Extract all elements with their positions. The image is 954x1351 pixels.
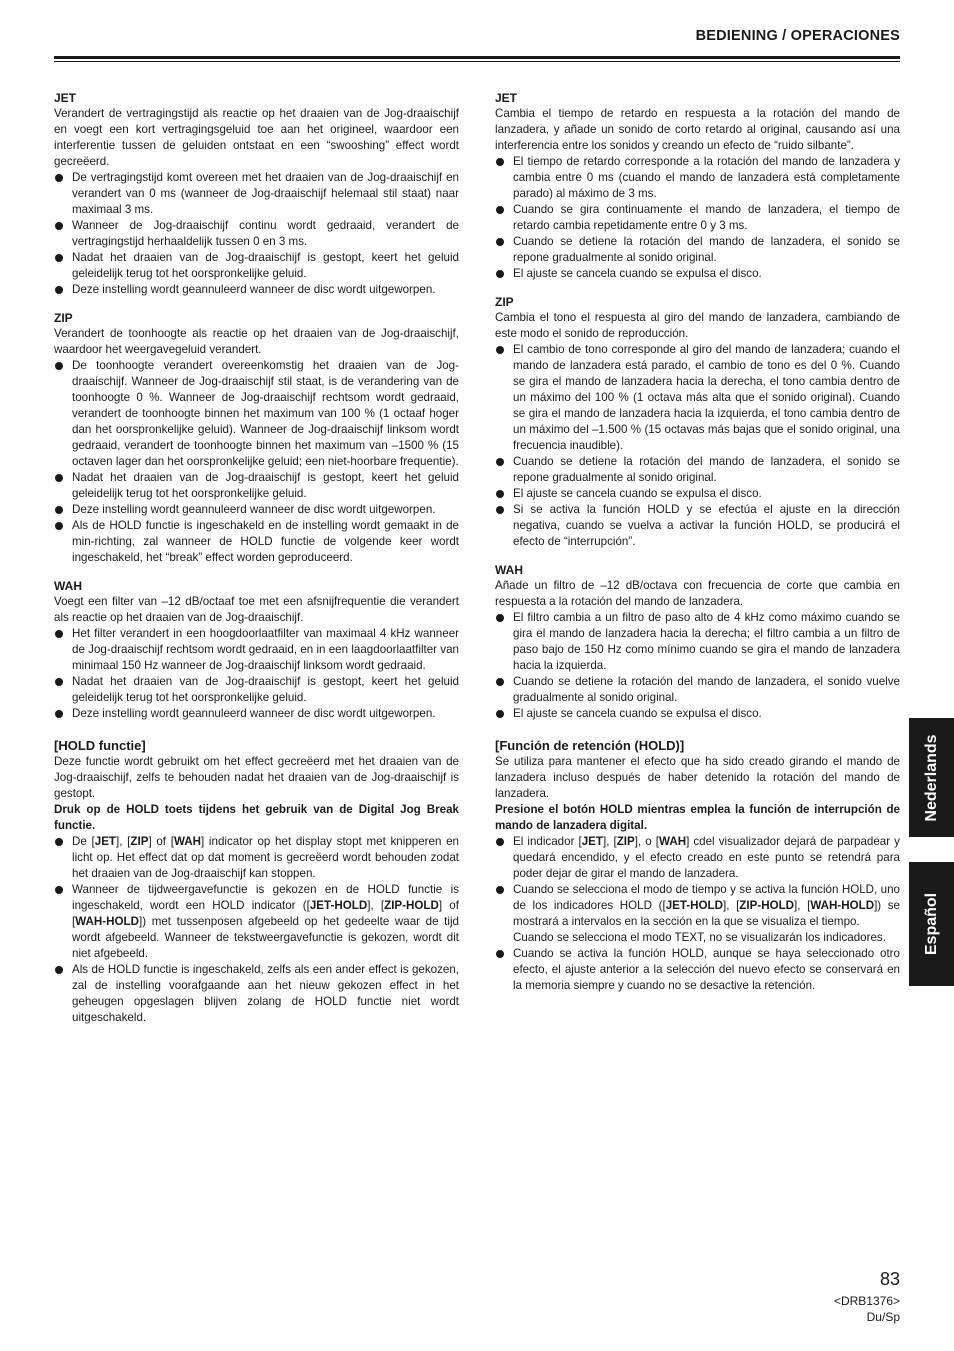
text-run: ], o [	[634, 835, 660, 848]
indicator-jet: JET	[581, 835, 603, 848]
bullet-text: Si se activa la función HOLD y se efectúa el ajuste en la dirección negativa, cuando se vuelva a activar la función HOLD, se producirá el efecto de “interrupción”.	[513, 503, 900, 548]
bullet-icon	[496, 886, 504, 894]
section-title: [HOLD functie]	[54, 738, 146, 753]
bullet-icon	[55, 174, 63, 182]
section-instruction: Presione el botón HOLD mientras emplea la función de interrupción de mando de lanzadera digital.	[495, 803, 900, 832]
indicator-jet: JET	[94, 835, 117, 848]
bullet-text: Cuando se detiene la rotación del mando de lanzadera, el sonido se repone gradualmente al sonido original.	[513, 235, 900, 264]
bullet-item	[495, 342, 900, 454]
bullet-item	[54, 218, 459, 250]
language-tab-espanol	[909, 862, 954, 986]
section-intro: Se utiliza para mantener el efecto que ha sido creado girando el mando de lanzadera incluso después de haber detenido la rotación del mando de lanzadera.	[495, 755, 900, 800]
section-intro: Voegt een filter van –12 dB/octaaf toe met een afsnijfrequentie die verandert als reactie op het draaien van de Jog-draaischijf.	[54, 595, 459, 624]
bullet-icon	[55, 838, 63, 846]
bullet-item	[495, 882, 900, 946]
bullet-item	[54, 170, 459, 218]
bullet-icon	[496, 490, 504, 498]
bullet-text: Deze instelling wordt geannuleerd wanneer de disc wordt uitgeworpen.	[72, 283, 436, 296]
section-title: JET	[495, 91, 518, 105]
text-run: ], [	[794, 899, 811, 912]
bullet-text: De toonhoogte verandert overeenkomstig het draaien van de Jog-draaischijf. Wanneer de Jog-draaischijf stil staat, is de verandering van de toonhoogte 0 %. Wanneer de Jog-draaischijf rechtsom wordt gedraaid, verandert de toonhoogte binnen het maximum van 100 % (1 octaaf hoger dan het oorspronkelijke geluid). Wanneer de Jog-draaischijf linksom wordt gedraaid, verandert de toonhoogte binnen het maximum van –1500 % (15 octaven lager dan het oorspronkelijke geluid; een niet-hoorbare frequentie).	[72, 359, 459, 468]
section-instruction: Druk op de HOLD toets tijdens het gebruik van de Digital Jog Break functie.	[54, 803, 459, 832]
section-title: [Función de retención (HOLD)]	[495, 738, 685, 753]
bullet-item	[495, 834, 900, 882]
language-tab-nederlands	[909, 718, 954, 837]
section-intro: Añade un filtro de –12 dB/octava con frecuencia de corte que cambia en respuesta a la rotación del mando de lanzadera.	[495, 579, 900, 608]
bullet-item	[54, 250, 459, 282]
section-title: WAH	[495, 563, 523, 577]
bullet-text: Wanneer de Jog-draaischijf continu wordt gedraaid, verandert de vertragingstijd herhaaldelijk tussen 0 en 3 ms.	[72, 219, 459, 248]
indicator-zip-hold: ZIP-HOLD	[384, 899, 439, 912]
bullet-item	[495, 234, 900, 266]
bullet-icon	[55, 506, 63, 514]
bullet-text: Deze instelling wordt geannuleerd wanneer de disc wordt uitgeworpen.	[72, 503, 436, 516]
bullet-text: Cuando se gira continuamente el mando de lanzadera, el tiempo de retardo cambia repetidamente entre 0 y 3 ms.	[513, 203, 900, 232]
bullet-item	[495, 502, 900, 550]
section-intro: Cambia el tiempo de retardo en respuesta a la rotación del mando de lanzadera, y añade un sonido de corto retardo al original, causando así una interferencia entre los sonidos y creando un efecto de “ruido silbante”.	[495, 107, 900, 152]
bullet-icon	[496, 506, 504, 514]
indicator-wah-hold: WAH-HOLD	[75, 915, 139, 928]
bullet-list	[495, 342, 900, 550]
bullet-icon	[55, 886, 63, 894]
bullet-list	[54, 626, 459, 722]
bullet-item	[54, 706, 459, 722]
section-jet	[54, 90, 459, 298]
bullet-icon	[496, 270, 504, 278]
bullet-item	[54, 882, 459, 962]
bullet-text: El cambio de tono corresponde al giro del mando de lanzadera; cuando el mando de lanzadera está parado, el cambio de tono es del 0 %. Cuando se gira el mando de lanzadera hacia la derecha, el tono cambia dentro de un máximo del 100 % (1 octava más alta que el sonido original). Cuando se gira el mando de lanzadera hacia la izquierda, el tono cambia dentro de un máximo del –1.500 % (15 octavas más bajas que el sonido original, una frecuencia inaudible).	[513, 343, 900, 452]
bullet-item	[495, 674, 900, 706]
section-zip	[495, 294, 900, 550]
bullet-icon	[55, 474, 63, 482]
text-run: ] cdel visualizador dejará de parpadear y quedará encendido, y el efecto creado en este punto se retendrá para poder dejar de girar el mando de lanzadera.	[513, 835, 900, 880]
bullet-text: El ajuste se cancela cuando se expulsa el disco.	[513, 267, 762, 280]
bullet-item	[54, 502, 459, 518]
bullet-item	[54, 282, 459, 298]
bullet-list	[54, 170, 459, 298]
indicator-wah: WAH	[659, 835, 687, 848]
bullet-text: Nadat het draaien van de Jog-draaischijf is gestopt, keert het geluid geleidelijk terug tot het oorspronkelijke geluid.	[72, 471, 459, 500]
text-run: ], [	[116, 835, 131, 848]
bullet-text: Cuando se activa la función HOLD, aunque se haya seleccionado otro efecto, el ajuste anterior a la selección del nuevo efecto se conservará en la memoria siempre y cuando no se desactive la retención.	[513, 947, 900, 992]
bullet-icon	[55, 222, 63, 230]
header-rule-thick	[54, 56, 900, 59]
bullet-item	[495, 154, 900, 202]
page-number: 83	[879, 1269, 900, 1289]
section-wah	[495, 562, 900, 722]
text-run: Cuando se selecciona el modo TEXT, no se visualizarán los indicadores.	[513, 931, 886, 944]
bullet-text: Deze instelling wordt geannuleerd wanneer de disc wordt uitgeworpen.	[72, 707, 436, 720]
section-zip	[54, 310, 459, 566]
bullet-item	[54, 626, 459, 674]
bullet-icon	[55, 678, 63, 686]
section-intro: Cambia el tono el respuesta al giro del mando de lanzadera, cambiando de este modo el sonido de reproducción.	[495, 311, 900, 340]
bullet-icon	[55, 630, 63, 638]
bullet-icon	[55, 522, 63, 530]
bullet-icon	[496, 158, 504, 166]
bullet-icon	[496, 950, 504, 958]
bullet-item	[495, 706, 900, 722]
indicator-zip: ZIP	[616, 835, 635, 848]
language-tab-label: Nederlands	[922, 733, 940, 822]
text-run: ]) met tussenposen afgebeeld op het gedeelte waar de tijd wordt afgebeeld. Wanneer de tekstweergavefunctie is gekozen, wordt dit niet afgebeeld.	[72, 915, 459, 960]
dutch-column	[54, 90, 459, 1026]
bullet-item	[54, 834, 459, 882]
section-title: WAH	[54, 579, 82, 593]
spanish-column	[495, 90, 900, 994]
language-tab-label: Español	[922, 892, 940, 956]
bullet-text: Als de HOLD functie is ingeschakeld en de instelling wordt gemaakt in de min-richting, zal wanneer de HOLD functie de volgende keer wordt ingeschakeld, het “break” effect worden geproduceerd.	[72, 519, 459, 564]
indicator-jet-hold: JET-HOLD	[665, 899, 724, 912]
header-rule-thin	[54, 61, 900, 62]
bullet-icon	[496, 678, 504, 686]
bullet-list	[54, 358, 459, 566]
bullet-list	[495, 154, 900, 282]
section-intro: Verandert de vertragingstijd als reactie op het draaien van de Jog-draaischijf en voegt een kort vertragingsgeluid toe aan het origineel, waardoor een interferentie tussen de geluiden ontstaat en een “swooshing” effect wordt gecreëerd.	[54, 107, 459, 168]
indicator-zip: ZIP	[130, 835, 149, 848]
text-run: Wanneer de tijdweergavefunctie is gekozen en de HOLD functie is ingeschakeld, wordt een HOLD indicator ([	[72, 883, 459, 912]
bullet-text: Nadat het draaien van de Jog-draaischijf is gestopt, keert het geluid geleidelijk terug tot het oorspronkelijke geluid.	[72, 251, 459, 280]
bullet-item	[54, 358, 459, 470]
text-run: ], [	[367, 899, 385, 912]
bullet-item	[54, 674, 459, 706]
text-run: ], [	[723, 899, 740, 912]
text-run: ] of [	[72, 899, 459, 928]
bullet-item	[54, 962, 459, 1026]
section-intro: Verandert de toonhoogte als reactie op het draaien van de Jog-draaischijf, waardoor het weergavegeluid verandert.	[54, 327, 459, 356]
section-title: ZIP	[495, 295, 514, 309]
bullet-item	[495, 202, 900, 234]
bullet-icon	[496, 710, 504, 718]
bullet-text: Cuando se detiene la rotación del mando de lanzadera, el sonido se repone gradualmente al sonido original.	[513, 455, 900, 484]
text-run: ], [	[602, 835, 617, 848]
section-hold	[54, 738, 459, 1026]
text-run: El indicador [	[513, 835, 582, 848]
bullet-icon	[496, 346, 504, 354]
bullet-item	[495, 610, 900, 674]
page-header-title: BEDIENING / OPERACIONES	[695, 28, 900, 44]
bullet-list	[54, 834, 459, 1026]
bullet-text: Het filter verandert in een hoogdoorlaatfilter van maximaal 4 kHz wanneer de Jog-draaischijf rechtsom wordt gedraaid, en in een laagdoorlaatfilter van minimaal 150 Hz wanneer de Jog-draaischijf linksom wordt gedraaid.	[72, 627, 459, 672]
bullet-item	[495, 266, 900, 282]
text-run: ] indicator op het display stopt met knipperen en licht op. Het effect dat op dat moment is gecreëerd wordt behouden zodat het draaien van de Jog-draaischijf kan stoppen.	[72, 835, 460, 880]
indicator-wah: WAH	[173, 835, 202, 848]
bullet-list	[495, 834, 900, 994]
bullet-icon	[55, 710, 63, 718]
bullet-text: El ajuste se cancela cuando se expulsa el disco.	[513, 707, 762, 720]
bullet-icon	[496, 838, 504, 846]
section-title: ZIP	[54, 311, 73, 325]
text-run: Cuando se selecciona el modo de tiempo y se activa la función HOLD, uno de los indicadores HOLD ([	[513, 883, 900, 912]
indicator-jet-hold: JET-HOLD	[309, 899, 368, 912]
document-code: <DRB1376>	[833, 1294, 900, 1308]
bullet-icon	[496, 614, 504, 622]
indicator-zip-hold: ZIP-HOLD	[739, 899, 795, 912]
language-code: Du/Sp	[866, 1310, 900, 1324]
section-wah	[54, 578, 459, 722]
section-intro: Deze functie wordt gebruikt om het effect gecreëerd met het draaien van de Jog-draaischijf, zelfs te behouden nadat het draaien van de Jog-draaischijf is gestopt.	[54, 755, 459, 800]
text-run: De [	[72, 835, 95, 848]
bullet-list	[495, 610, 900, 722]
bullet-icon	[55, 362, 63, 370]
bullet-item	[54, 518, 459, 566]
bullet-text: Als de HOLD functie is ingeschakeld, zelfs als een ander effect is gekozen, zal de instelling voorafgaande aan het nieuw gekozen effect in het geheugen opgeslagen blijven zolang de HOLD functie niet wordt uitgeschakeld.	[72, 963, 459, 1024]
bullet-icon	[496, 458, 504, 466]
section-hold	[495, 738, 900, 994]
bullet-text: De vertragingstijd komt overeen met het draaien van de Jog-draaischijf en verandert van 0 ms (wanneer de Jog-draaischijf helemaal stil staat) naar maximaal 3 ms.	[72, 171, 459, 216]
bullet-icon	[55, 286, 63, 294]
indicator-wah-hold: WAH-HOLD	[810, 899, 875, 912]
bullet-text: El ajuste se cancela cuando se expulsa el disco.	[513, 487, 762, 500]
bullet-text: Cuando se detiene la rotación del mando de lanzadera, el sonido vuelve gradualmente al sonido original.	[513, 675, 900, 704]
section-title: JET	[54, 91, 77, 105]
bullet-icon	[496, 238, 504, 246]
bullet-item	[495, 454, 900, 486]
bullet-item	[54, 470, 459, 502]
bullet-icon	[55, 966, 63, 974]
bullet-text: Nadat het draaien van de Jog-draaischijf is gestopt, keert het geluid geleidelijk terug tot het oorspronkelijke geluid.	[72, 675, 459, 704]
bullet-item	[495, 486, 900, 502]
bullet-icon	[496, 206, 504, 214]
section-jet	[495, 90, 900, 282]
text-run: ] of [	[148, 835, 174, 848]
bullet-item	[495, 946, 900, 994]
bullet-icon	[55, 254, 63, 262]
bullet-text: El filtro cambia a un filtro de paso alto de 4 kHz como máximo cuando se gira el mando de lanzadera hacia la derecha; el filtro cambia a un filtro de paso bajo de 150 Hz como mínimo cuando se gira el mando de lanzadera hacia la izquierda.	[513, 611, 900, 672]
text-run: ]) se mostrará a intervalos en la sección en la que se visualiza el tiempo.	[513, 899, 900, 928]
bullet-text: El tiempo de retardo corresponde a la rotación del mando de lanzadera y cambia entre 0 ms (cuando el mando de lanzadera está completamente parado) al máximo de 3 ms.	[513, 155, 900, 200]
